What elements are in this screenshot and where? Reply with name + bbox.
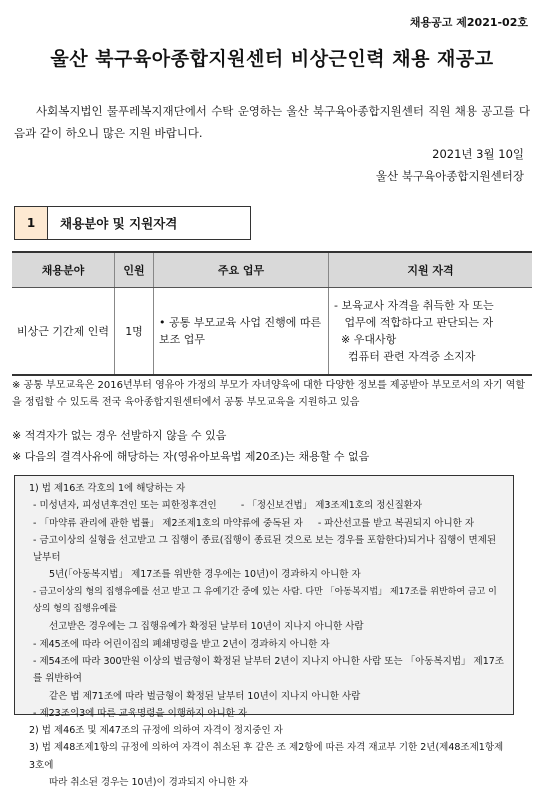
list-item: - 금고이상의 형의 집행유예를 선고 받고 그 유예기간 중에 있는 사람. 다만 「아동복지법」 제17조를 위반하여 금고 이상의 형의 집행유예를	[33, 586, 497, 615]
list-item: - 제54조에 따라 300만원 이상의 벌금형이 확정된 날부터 2년이 지나지 아니한 사람 또는 「아동복지법」 제17조를 위반하여	[33, 655, 504, 685]
list-item: - 「마약류 관리에 관한 법률」 제2조제1호의 마약류에 중독된 자 - 파산선고를 받고 복권되지 아니한 자	[33, 517, 475, 529]
list-item: 같은 법 제71조에 따라 벌금형이 확정된 날부터 10년이 지나지 아니한 사람	[49, 690, 361, 702]
note-no-selection: ※ 적격자가 없는 경우 선발하지 않을 수 있음	[12, 429, 227, 442]
issuer-name: 울산 북구육아종합지원센터장	[375, 169, 524, 183]
qualification-line: 컴퓨터 관련 자격증 소지자	[334, 350, 476, 363]
qualification-line: - 보육교사 자격을 취득한 자 또는	[334, 299, 494, 312]
list-item: - 제45조에 따라 어린이집의 폐쇄명령을 받고 2년이 경과하지 아니한 자	[33, 638, 330, 650]
list-item: 1) 법 제16조 각호의 1에 해당하는 자	[29, 483, 186, 494]
cell-field: 비상근 기간제 인력	[12, 288, 115, 376]
notice-date: 2021년 3월 10일	[432, 147, 524, 161]
header-field: 채용분야	[12, 252, 115, 288]
section-header	[14, 206, 251, 238]
cell-duties: • 공통 부모교육 사업 진행에 따른 보조 업무	[154, 288, 329, 376]
list-item: 3) 법 제48조제1항의 규정에 의하여 자격이 취소된 후 같은 조 제2항에 따른 자격 재교부 기한 2년(제48조제1항제3호에	[29, 742, 504, 771]
table-header-row	[12, 252, 532, 288]
disqualification-box	[14, 475, 514, 789]
list-item: - 금고이상의 실형을 선고받고 그 집행이 종료(집행이 종료된 것으로 보는 경우를 포함한다)되거나 집행이 면제된 날부터	[33, 534, 497, 564]
header-duties: 주요 업무	[154, 252, 329, 288]
cell-count: 1명	[115, 288, 154, 376]
notice-number: 채용공고 제2021-02호	[409, 16, 528, 29]
qualification-line: ※ 우대사항	[334, 333, 397, 346]
page-title: 울산 북구육아종합지원센터 비상근인력 채용 재공고	[50, 48, 494, 70]
list-item: 따라 취소된 경우는 10년)이 경과되지 아니한 자	[49, 777, 249, 789]
header-count: 인원	[115, 252, 154, 288]
section-number: 1	[14, 206, 48, 240]
header-qualifications: 지원 자격	[329, 252, 533, 288]
table-row	[12, 288, 532, 376]
section-title: 채용분야 및 지원자격	[48, 206, 251, 240]
list-item: - 제23조의3에 따른 교육명령을 이행하지 아니한 자	[33, 707, 248, 719]
list-item: 선고받은 경우에는 그 집행유예가 확정된 날부터 10년이 지나지 아니한 사람	[49, 621, 364, 633]
intro-paragraph: 사회복지법인 물푸레복지재단에서 수탁 운영하는 울산 북구육아종합지원센터 직원 채용 공고를 다음과 같이 하오니 많은 지원 바랍니다.	[14, 104, 530, 140]
list-item: 2) 법 제46조 및 제47조의 규정에 의하여 자격이 정지중인 자	[29, 725, 283, 737]
recruitment-table	[12, 251, 532, 376]
cell-qualifications	[329, 288, 533, 376]
note-parent-education: ※ 공통 부모교육은 2016년부터 영유아 가정의 부모가 자녀양육에 대한 다양한 정보를 제공받아 부모로서의 자기 역할을 정립할 수 있도록 전국 육아종합지원센터에서 공통 부모교육을 지원하고 있음	[12, 380, 526, 408]
list-item: - 미성년자, 피성년후견인 또는 피한정후견인 - 「정신보건법」 제3조제1호의 정신질환자	[33, 500, 423, 512]
list-item: 5년(「아동복지법」 제17조를 위반한 경우에는 10년)이 경과하지 아니한 자	[49, 569, 361, 581]
note-disqualification: ※ 다음의 결격사유에 해당하는 자(영유아보육법 제20조)는 채용할 수 없음	[12, 450, 370, 463]
qualification-line: 업무에 적합하다고 판단되는 자	[334, 316, 494, 329]
